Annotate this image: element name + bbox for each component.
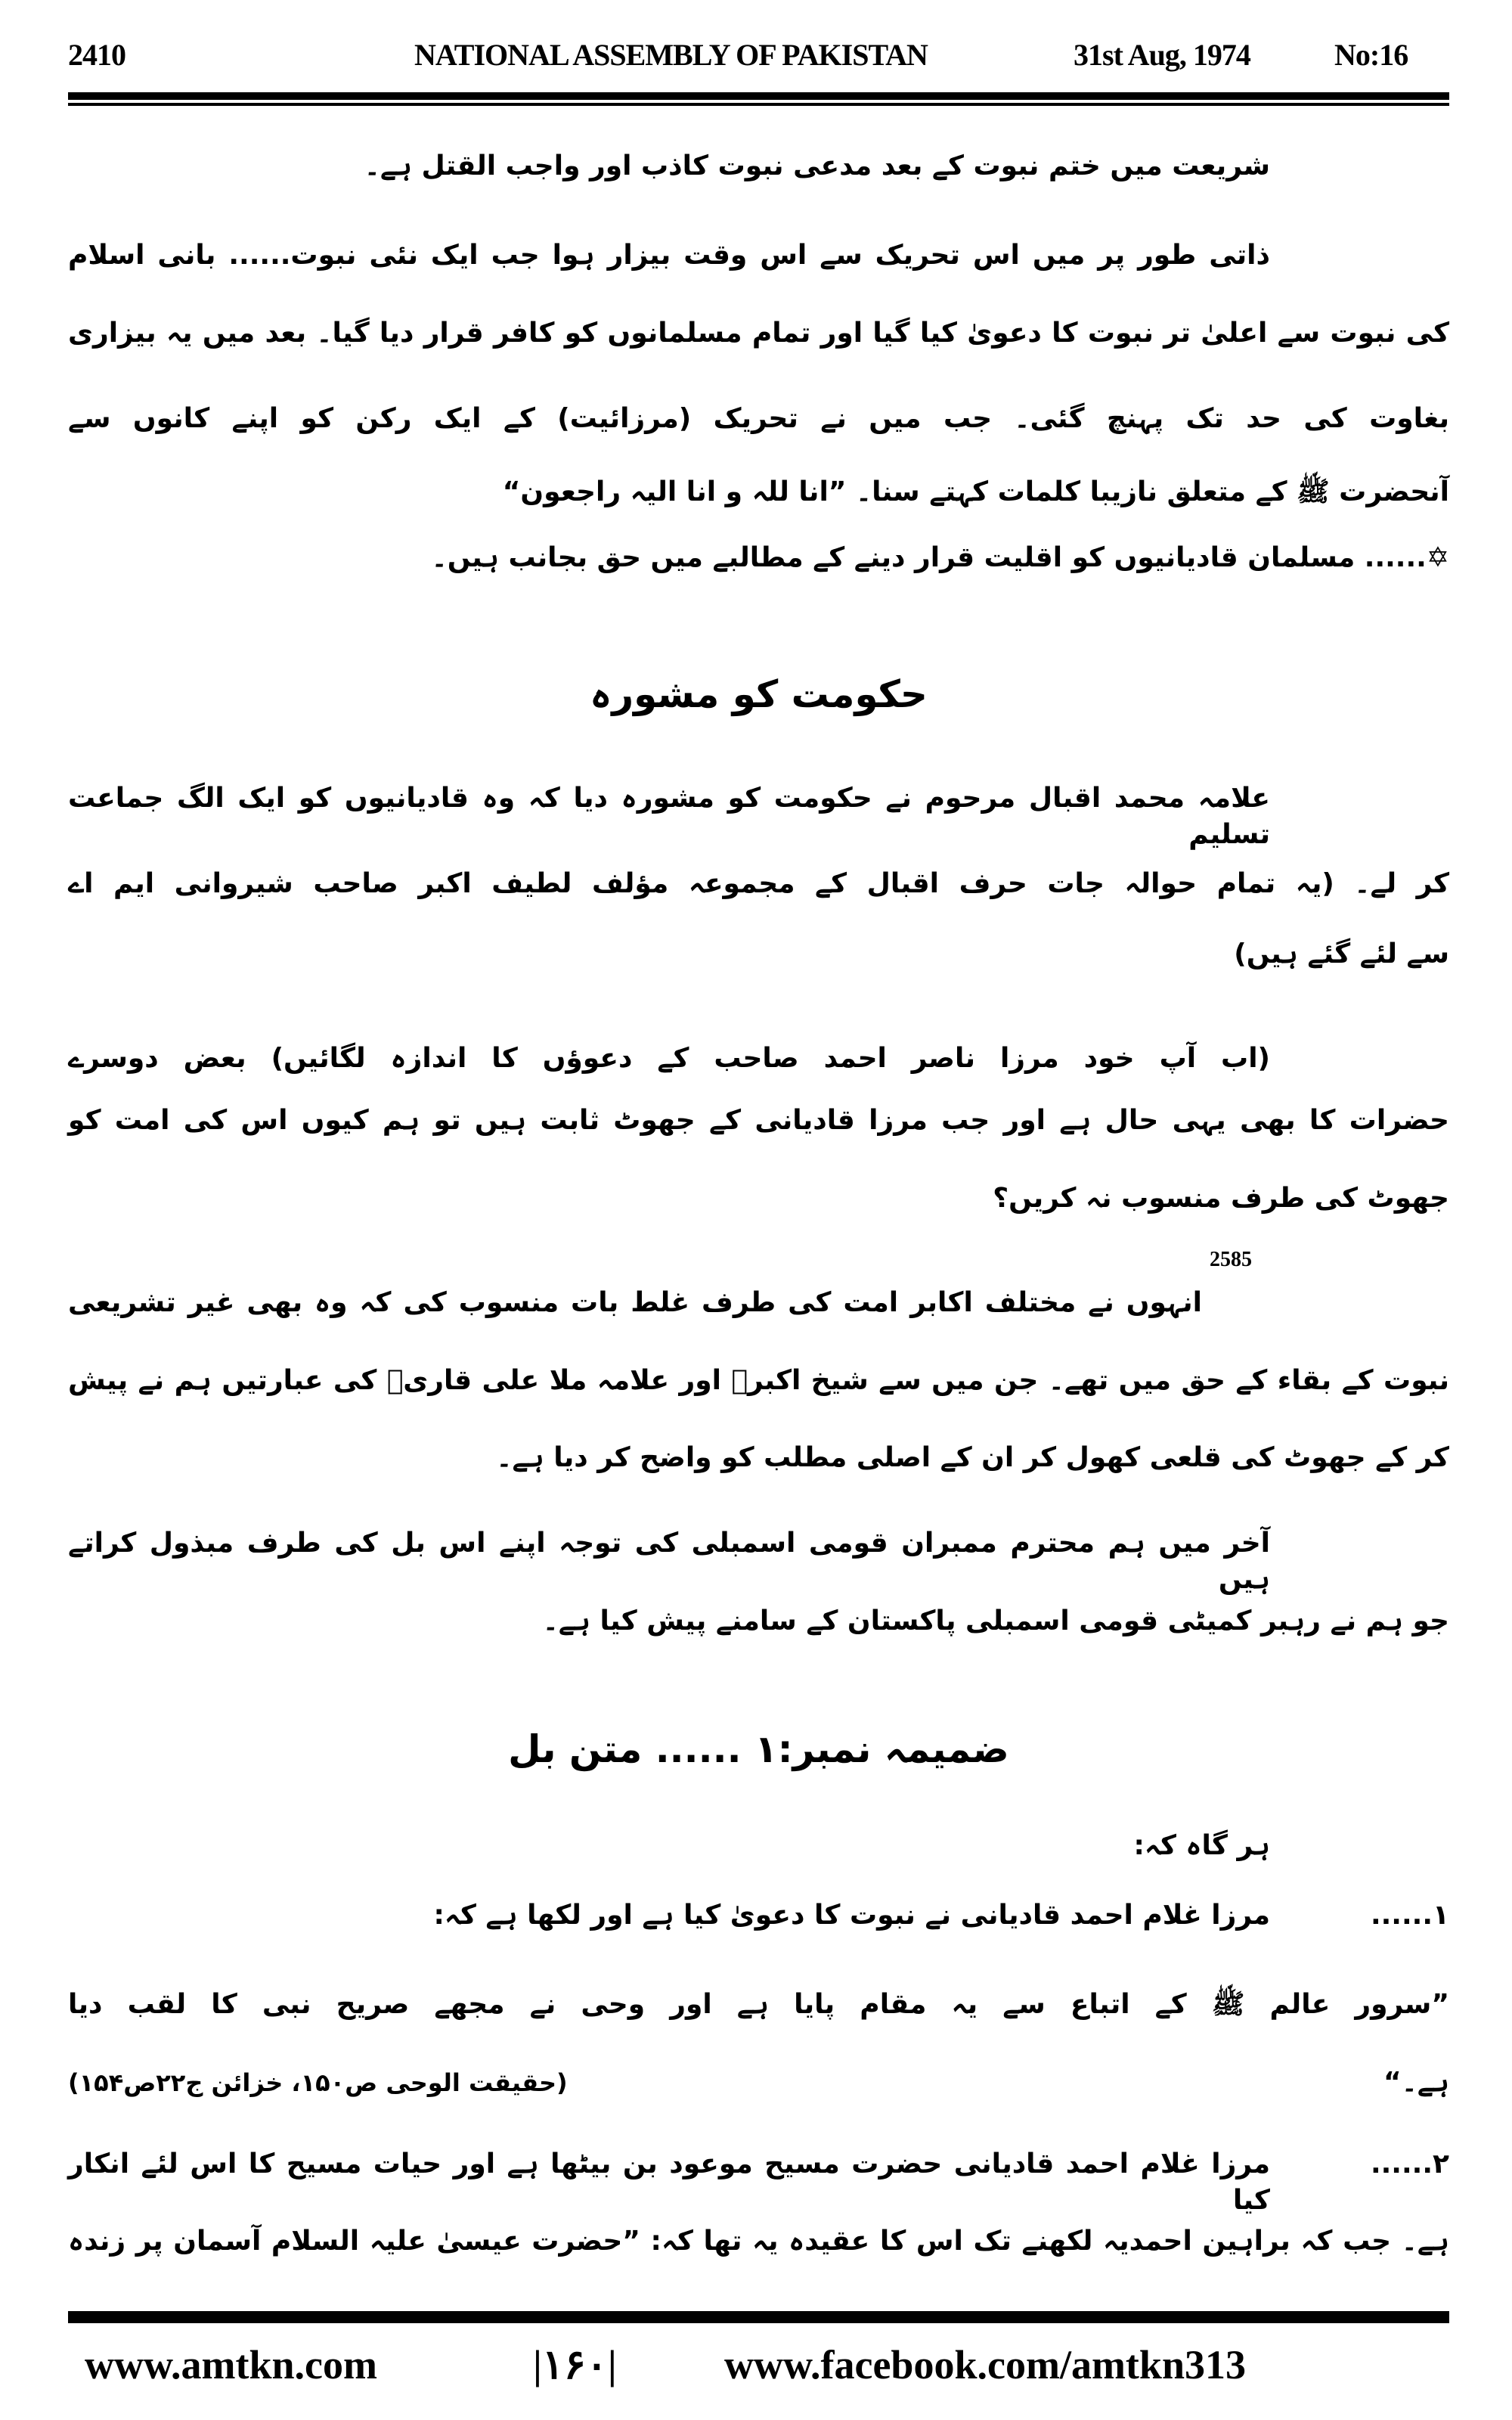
- text-line: کی نبوت سے اعلیٰ تر نبوت کا دعویٰ کیا گیا اور تمام مسلمانوں کو کافر قرار دیا گیا۔ بعد میں یہ بیزاری: [68, 318, 1450, 349]
- text-line: جھوٹ کی طرف منسوب نہ کریں؟: [993, 1183, 1449, 1214]
- session-date: 31st Aug, 1974: [1074, 38, 1250, 72]
- annex-heading: ضمیمہ نمبر:۱ ...... متن بل: [508, 1727, 1009, 1771]
- page-number: 2410: [68, 38, 125, 72]
- item-number: ۲......: [1370, 2149, 1449, 2180]
- reference-citation: (حقیقت الوحی ص۱۵۰، خزائن ج۲۲ص۱۵۴): [68, 2068, 568, 2097]
- text-line: نبوت کے بقاء کے حق میں تھے۔ جن میں سے شیخ اکبرؒ اور علامہ ملا علی قاریؒ کی عبارتیں ہم نے پیش: [68, 1365, 1449, 1396]
- page-marker: 2585: [1210, 1248, 1252, 1271]
- item-number: ۱......: [1370, 1900, 1449, 1931]
- header-rule-thin: [68, 103, 1449, 106]
- quote-end: ہے۔“: [1383, 2067, 1449, 2098]
- quote-line: ”سرور عالم ﷺ کے اتباع سے یہ مقام پایا ہے اور وحی نے مجھے صریح نبی کا لقب دیا: [68, 1989, 1449, 2020]
- text-line: سے لئے گئے ہیں): [1234, 939, 1449, 970]
- footer-page-number: |۱۶۰|: [533, 2342, 617, 2387]
- text-line: شریعت میں ختم نبوت کے بعد مدعی نبوت کاذب اور واجب القتل ہے۔: [364, 150, 1270, 182]
- text-line: ذاتی طور پر میں اس تحریک سے اس وقت بیزار ہوا جب ایک نئی نبوت...... بانی اسلام: [68, 240, 1270, 271]
- text-line: ہے۔ جب کہ براہین احمدیہ لکھنے تک اس کا عقیدہ یہ تھا کہ: ”حضرت عیسیٰ علیہ السلام آسمان پر زندہ: [68, 2226, 1449, 2257]
- text-line: کر کے جھوٹ کی قلعی کھول کر ان کے اصلی مطلب کو واضح کر دیا ہے۔: [496, 1442, 1449, 1473]
- website-link[interactable]: www.amtkn.com: [85, 2342, 377, 2387]
- whereas-label: ہر گاہ کہ:: [1133, 1830, 1270, 1861]
- header-rule-thick: [68, 92, 1449, 100]
- text-line: ✡...... مسلمان قادیانیوں کو اقلیت قرار دینے کے مطالبے میں حق بجانب ہیں۔: [431, 542, 1449, 573]
- text-line: (اب آپ خود مرزا ناصر احمد صاحب کے دعوؤں کا اندازہ لگائیں) بعض دوسرے: [68, 1043, 1270, 1074]
- text-line: آخر میں ہم محترم ممبران قومی اسمبلی کی توجہ اپنے اس بل کی طرف مبذول کراتے ہیں: [68, 1528, 1270, 1595]
- publication-title: NATIONAL ASSEMBLY OF PAKISTAN: [414, 38, 928, 72]
- text-line: انہوں نے مختلف اکابر امت کی طرف غلط بات منسوب کی کہ وہ بھی غیر تشریعی: [68, 1287, 1202, 1318]
- item-text: مرزا غلام احمد قادیانی حضرت مسیح موعود بن بیٹھا ہے اور حیات مسیح کا اس لئے انکار کیا: [68, 2149, 1270, 2216]
- text-line: آنحضرت ﷺ کے متعلق نازیبا کلمات کہتے سنا۔ ”انا للہ و انا الیہ راجعون“: [502, 476, 1449, 507]
- text-line: علامہ محمد اقبال مرحوم نے حکومت کو مشورہ دیا کہ وہ قادیانیوں کو ایک الگ جماعت تسلیم: [68, 783, 1270, 850]
- facebook-link[interactable]: www.facebook.com/amtkn313: [724, 2342, 1246, 2387]
- section-heading: حکومت کو مشورہ: [590, 672, 928, 716]
- text-line: حضرات کا بھی یہی حال ہے اور جب مرزا قادیانی کے جھوٹ ثابت ہیں تو ہم کیوں اس کی امت کو: [68, 1105, 1449, 1136]
- issue-number: No:16: [1334, 38, 1408, 72]
- text-line: کر لے۔ (یہ تمام حوالہ جات حرف اقبال کے مجموعہ مؤلف لطیف اکبر صاحب شیروانی ایم اے: [68, 868, 1449, 899]
- item-text: مرزا غلام احمد قادیانی نے نبوت کا دعویٰ کیا ہے اور لکھا ہے کہ:: [433, 1900, 1270, 1931]
- footer-rule: [68, 2311, 1449, 2323]
- text-line: بغاوت کی حد تک پہنچ گئی۔ جب میں نے تحریک (مرزائیت) کے ایک رکن کو اپنے کانوں سے: [68, 403, 1449, 434]
- text-line: جو ہم نے رہبر کمیٹی قومی اسمبلی پاکستان کے سامنے پیش کیا ہے۔: [542, 1606, 1449, 1637]
